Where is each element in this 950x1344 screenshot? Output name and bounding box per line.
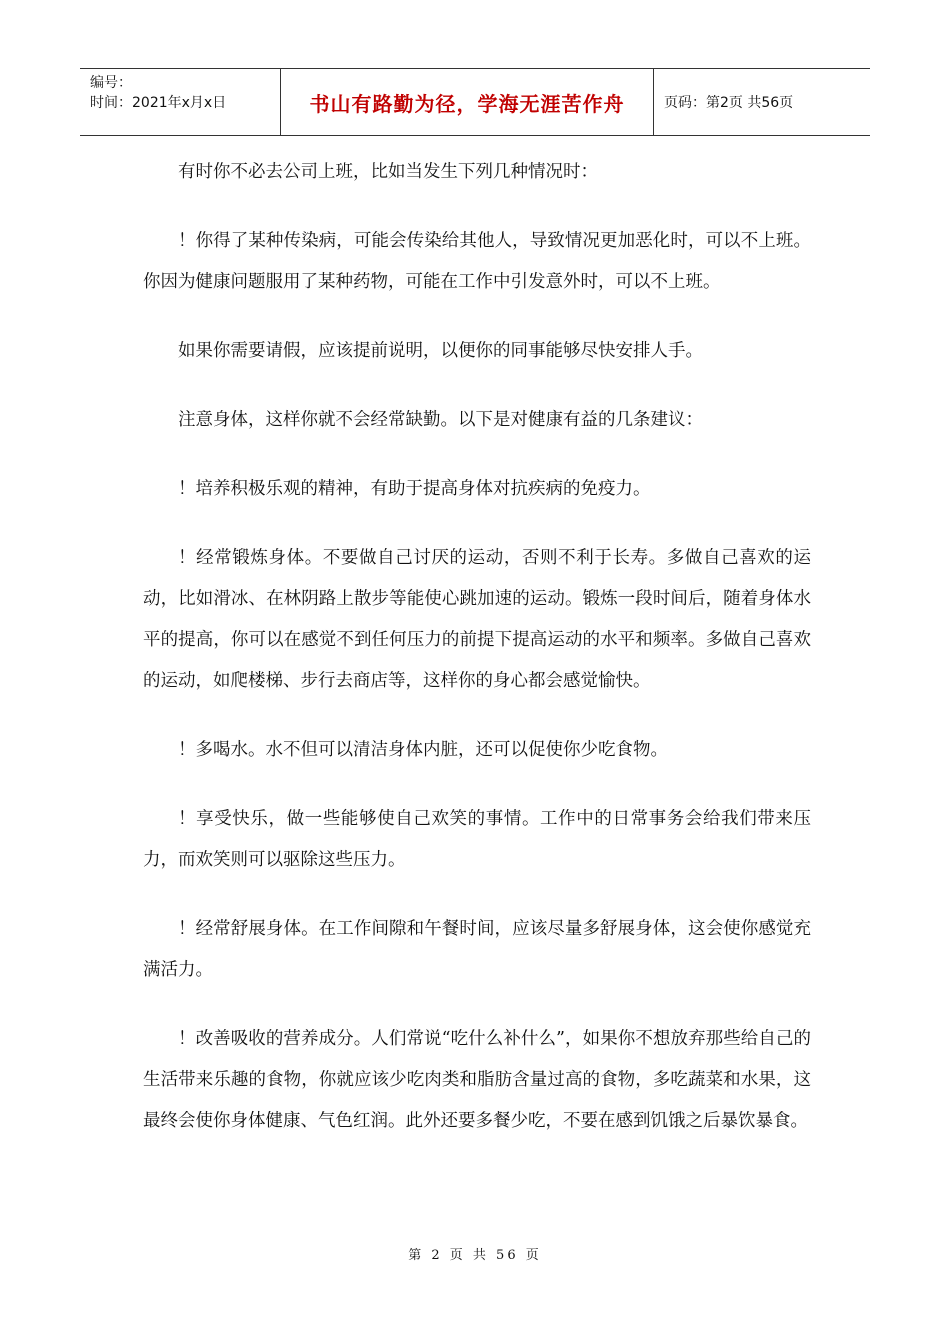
document-date: 时间：2021年x月x日 (90, 95, 227, 111)
page-header (80, 68, 870, 136)
paragraph: 如果你需要请假，应该提前说明，以便你的同事能够尽快安排人手。 (178, 341, 703, 361)
page-footer: 第 2 页 共 56 页 (408, 1248, 542, 1263)
paragraph: 有时你不必去公司上班，比如当发生下列几种情况时： (178, 162, 598, 182)
paragraph: ！享受快乐，做一些能够使自己欢笑的事情。工作中的日常事务会给我们带来压力，而欢笑则可以驱除这些压力。 (143, 809, 811, 870)
document-number: 编号： (90, 75, 132, 91)
paragraph: ！培养积极乐观的精神，有助于提高身体对抗疾病的免疫力。 (178, 479, 651, 499)
header-motto: 书山有路勤为径，学海无涯苦作舟 (281, 69, 654, 135)
document-body (143, 152, 811, 1170)
paragraph: ！经常锻炼身体。不要做自己讨厌的运动，否则不利于长寿。多做自己喜欢的运动，比如滑冰、在林阴路上散步等能使心跳加速的运动。锻炼一段时间后，随着身体水平的提高，你可以在感觉不到任何压力的前提下提高运动的水平和频率。多做自己喜欢的运动，如爬楼梯、步行去商店等，这样你的身心都会感觉愉快。 (143, 548, 811, 691)
header-page-info: 页码：第2页 共56页 (664, 95, 794, 111)
paragraph: ！多喝水。水不但可以清洁身体内脏，还可以促使你少吃食物。 (178, 740, 668, 760)
header-meta (80, 69, 281, 135)
paragraph: ！改善吸收的营养成分。人们常说“吃什么补什么”，如果你不想放弃那些给自己的生活带来乐趣的食物，你就应该少吃肉类和脂肪含量过高的食物，多吃蔬菜和水果，这最终会使你身体健康、气色红润。此外还要多餐少吃，不要在感到饥饿之后暴饮暴食。 (143, 1029, 811, 1131)
paragraph: ！你得了某种传染病，可能会传染给其他人，导致情况更加恶化时，可以不上班。你因为健康问题服用了某种药物，可能在工作中引发意外时，可以不上班。 (143, 231, 811, 292)
paragraph: 注意身体，这样你就不会经常缺勤。以下是对健康有益的几条建议： (178, 410, 703, 430)
paragraph: ！经常舒展身体。在工作间隙和午餐时间，应该尽量多舒展身体，这会使你感觉充满活力。 (143, 919, 811, 980)
